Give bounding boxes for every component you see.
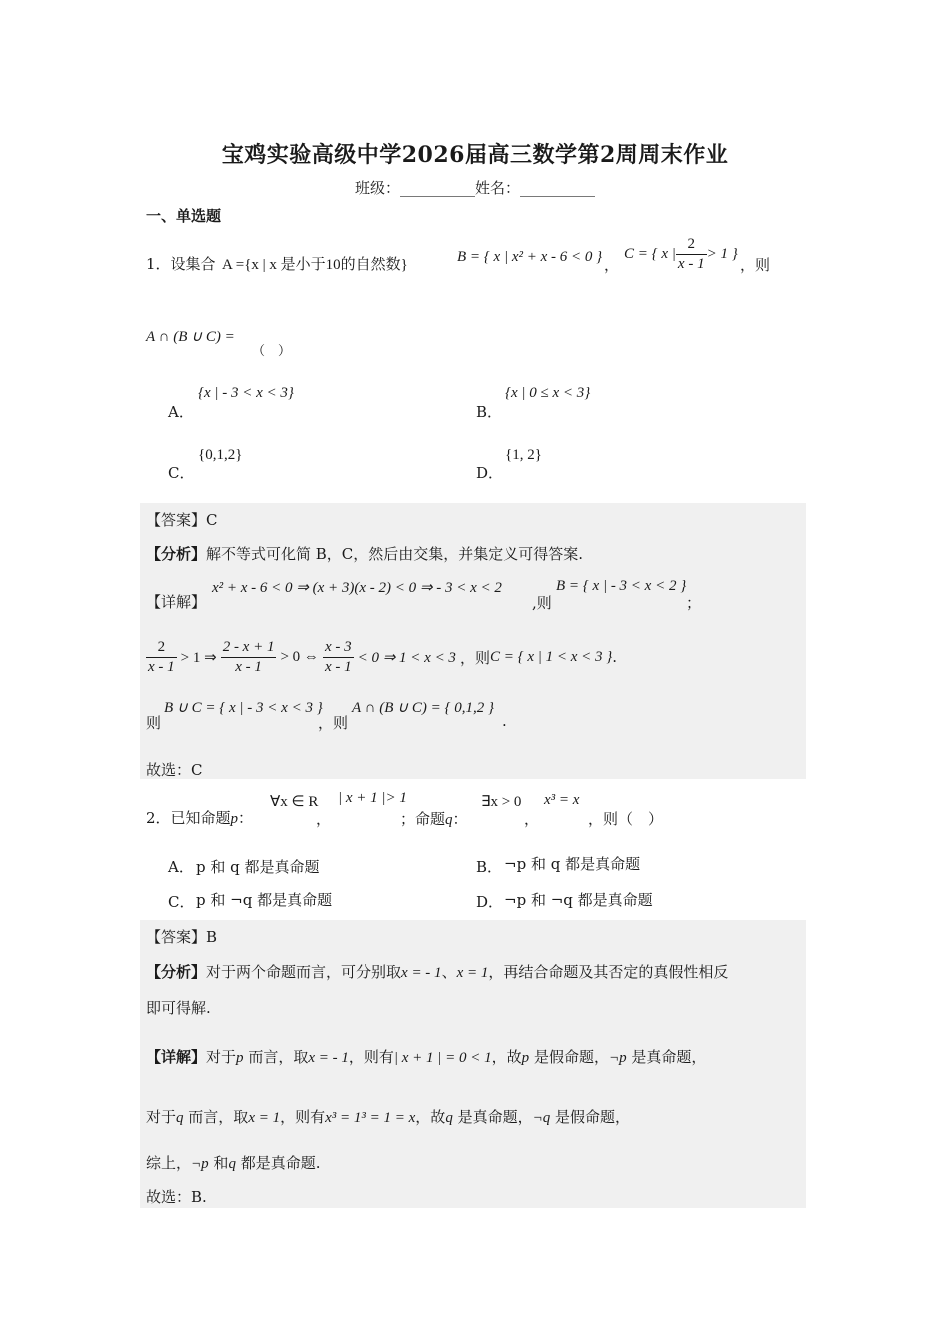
q2-d1-a: 对于 — [206, 1048, 237, 1066]
q1-set-c-suffix: > 1 } — [706, 245, 738, 262]
q1-detail-line2 — [146, 634, 617, 680]
q2-answer: 【答案】B — [146, 928, 218, 946]
q1-frac2-den: x - 1 — [235, 658, 262, 675]
q2-analysis-x1: x = - 1 — [401, 965, 442, 981]
q2-analysis — [146, 961, 728, 982]
q2-d2-e: 是真命题， — [457, 1108, 533, 1126]
q2-d1-c: ，则有 — [348, 1048, 394, 1066]
q1-frac3-num: x - 3 — [323, 638, 354, 658]
q2-semi — [400, 808, 468, 829]
q1-frac1 — [146, 638, 177, 677]
q2-d1-d: ，故 — [491, 1048, 522, 1066]
q2-detail-line3 — [146, 1152, 321, 1173]
q2-forall: ∀x ∈ R — [270, 794, 319, 810]
q2-q: q — [445, 812, 453, 828]
q2-d3-q: q — [228, 1156, 236, 1172]
q2-d3-c: 都是真命题. — [240, 1154, 321, 1172]
q1-comma: ， — [604, 256, 620, 274]
q2-d1-e: 是假命题， — [533, 1048, 609, 1066]
q2-option-a-label[interactable]: A． — [168, 858, 194, 876]
q1-line3-union: B ∪ C = { x | - 3 < x < 3 } — [164, 700, 323, 716]
q2-colon: ： — [238, 809, 254, 827]
q1-analysis — [146, 543, 583, 564]
q2-detail-line2 — [146, 1106, 630, 1127]
q1-frac1-num: 2 — [146, 638, 177, 658]
q1-line3-mid: ，则 — [318, 714, 349, 732]
q1-option-b-label[interactable]: B． — [476, 403, 503, 421]
q1-detail-line1-b: B = { x | - 3 < x < 2 } — [556, 578, 687, 594]
class-blank[interactable]: __________ — [400, 179, 475, 197]
q2-d2-f: 是假命题， — [555, 1108, 631, 1126]
q1-c-den: x - 1 — [677, 255, 705, 272]
q1-line3-result: A ∩ (B ∪ C) = { 0,1,2 } — [352, 700, 494, 716]
q1-choose: 故选：C — [146, 761, 203, 779]
q2-option-c-label[interactable]: C． — [168, 893, 195, 911]
q1-frac3-den: x - 1 — [324, 658, 352, 675]
q1-option-d-label[interactable]: D． — [476, 464, 504, 482]
q2-d3-np: ¬p — [191, 1156, 209, 1172]
q2-d1-x: x = - 1 — [308, 1050, 349, 1066]
q2-d2-d: ，故 — [415, 1108, 446, 1126]
q1-detail-line1-end: ； — [686, 594, 702, 612]
q1-option-d-value[interactable]: {1, 2} — [505, 447, 542, 463]
q1-set-b: B = { x | x² + x - 6 < 0 } — [457, 249, 603, 265]
q2-number: 2．已知命题 — [146, 809, 231, 827]
q2-option-d-value[interactable]: ¬p 和 ¬q 都是真命题 — [504, 891, 653, 909]
q2-analysis-a: 对于两个命题而言，可分别取 — [206, 963, 402, 981]
q1-line2-mid3: < 0 ⇒ 1 < x < 3 — [357, 649, 456, 666]
q2-option-a-value[interactable]: p 和 q 都是真命题 — [196, 858, 320, 876]
q2-stem — [146, 807, 253, 828]
q2-d2-eq: x³ = 1³ = 1 = x — [325, 1110, 416, 1126]
q1-line2-mid1: > 1 ⇒ — [180, 649, 217, 666]
q1-line2-mid2: > 0 ⇔ — [280, 648, 319, 665]
q2-d1-eq: | x + 1 | = 0 < 1 — [393, 1050, 492, 1066]
q1-option-b-value[interactable]: {x | 0 ≤ x < 3} — [505, 385, 591, 401]
q2-d2-x: x = 1 — [248, 1110, 281, 1126]
q1-number: 1．设集合 — [146, 255, 216, 273]
q1-then: ，则 — [740, 256, 771, 274]
q2-option-b-value[interactable]: ¬p 和 q 都是真命题 — [504, 855, 641, 873]
page-title: 宝鸡实验高级中学2026届高三数学第2周周末作业 — [221, 142, 729, 168]
q2-d2-q: q — [176, 1110, 184, 1126]
q2-d1-p2: p — [521, 1050, 530, 1066]
q2-detail-tag: 【详解】 — [146, 1048, 207, 1066]
q1-c-num: 2 — [676, 235, 707, 255]
q2-analysis-c: 即可得解. — [146, 999, 211, 1017]
class-label: 班级： — [354, 179, 400, 197]
q2-exists: ∃x > 0 — [481, 794, 522, 810]
q1-set-a: A ={x | x 是小于10的自然数} — [222, 257, 408, 273]
q2-cube: x³ = x — [544, 792, 580, 808]
section-title: 一、单选题 — [146, 207, 222, 225]
q2-option-d-label[interactable]: D． — [476, 893, 504, 911]
q1-answer: 【答案】C — [146, 511, 218, 529]
q1-line3-pre: 则 — [146, 714, 162, 732]
q1-frac1-den: x - 1 — [148, 658, 175, 675]
q1-line2-tail: ，则 — [459, 648, 490, 667]
q1-line2-c: C = { x | 1 < x < 3 } — [489, 648, 613, 665]
q1-option-c-value[interactable]: {0,1,2} — [198, 447, 243, 463]
q2-d1-p: p — [236, 1050, 244, 1066]
q1-frac2 — [221, 638, 277, 677]
q1-detail-tag: 【详解】 — [146, 593, 207, 611]
q2-d2-a: 对于 — [146, 1108, 177, 1126]
q2-option-c-value[interactable]: p 和 ¬q 都是真命题 — [196, 891, 333, 909]
q1-line2-end: . — [612, 648, 618, 666]
q1-frac2-num: 2 - x + 1 — [221, 638, 277, 658]
q1-analysis-text: 解不等式可化简 B，C，然后由交集，并集定义可得答案. — [206, 545, 584, 563]
q1-set-c-fraction — [676, 235, 707, 274]
q2-analysis-sep: 、 — [441, 963, 457, 981]
q2-detail-line1 — [146, 1046, 706, 1067]
q2-d1-b: 而言，取 — [248, 1048, 309, 1066]
q1-expression: A ∩ (B ∪ C) = — [146, 329, 235, 345]
q1-option-c-label[interactable]: C． — [168, 464, 195, 482]
q2-comma2: ， — [524, 810, 540, 828]
q2-p: p — [230, 811, 239, 827]
q1-set-c — [624, 232, 738, 276]
q1-analysis-tag: 【分析】 — [146, 545, 207, 563]
q1-detail-line1-then: ,则 — [532, 594, 552, 612]
q1-frac3 — [323, 638, 354, 677]
q2-comma1: ， — [316, 810, 332, 828]
student-info-line — [0, 177, 950, 198]
q1-set-c-prefix: C = { x | — [624, 245, 676, 262]
q1-option-a-value[interactable]: {x | - 3 < x < 3} — [198, 385, 294, 401]
q1-line3-end: . — [502, 712, 507, 730]
q2-d3-b: 和 — [213, 1154, 229, 1172]
q1-option-a-label[interactable]: A． — [168, 403, 194, 421]
q2-semi-text: ；命题 — [400, 810, 446, 828]
q2-d2-nq: ¬q — [532, 1110, 551, 1126]
q2-d2-b: 而言，取 — [188, 1108, 249, 1126]
q2-d3-a: 综上， — [146, 1154, 192, 1172]
q2-d1-np: ¬p — [608, 1050, 627, 1066]
q2-d2-q2: q — [445, 1110, 453, 1126]
q2-analysis-b: ，再结合命题及其否定的真假性相反 — [488, 963, 729, 981]
q1-answer-paren: （ ） — [252, 344, 292, 359]
q2-d1-f: 是真命题， — [631, 1048, 707, 1066]
name-label: 姓名： — [475, 179, 521, 197]
q2-then: ，则（ ） — [588, 810, 664, 828]
q2-choose: 故选：B. — [146, 1188, 207, 1206]
q2-d2-c: ，则有 — [280, 1108, 326, 1126]
q2-abs: | x + 1 |> 1 — [338, 790, 407, 806]
name-blank[interactable]: __________ — [520, 179, 596, 197]
q2-analysis-tag: 【分析】 — [146, 963, 207, 981]
q2-option-b-label[interactable]: B． — [476, 858, 503, 876]
q1-detail-line1: x² + x - 6 < 0 ⇒ (x + 3)(x - 2) < 0 ⇒ - 3 < x < 2 — [212, 580, 502, 596]
q2-colon2: ： — [452, 810, 468, 828]
q2-analysis-x2: x = 1 — [456, 965, 489, 981]
